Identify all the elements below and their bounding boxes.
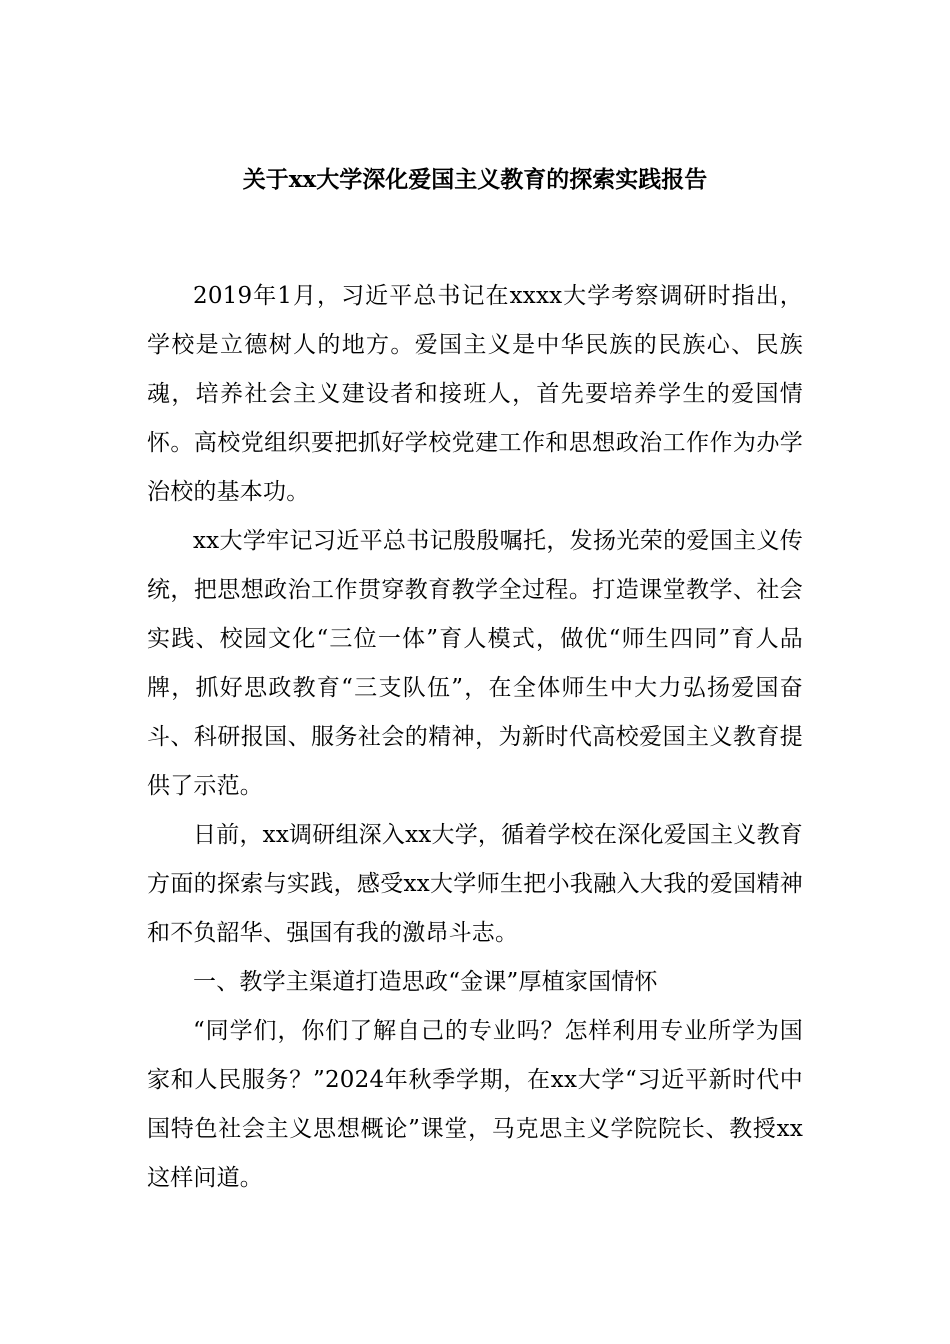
document-body — [147, 272, 803, 1203]
paragraph-university-practice: xx大学牢记习近平总书记殷殷嘱托，发扬光荣的爱国主义传统，把思想政治工作贯穿教育教学全过程。打造课堂教学、社会实践、校园文化“三位一体”育人模式，做优“师生四同”育人品牌，抓好思政教育“三支队伍”，在全体师生中大力弘扬爱国奋斗、科研报国、服务社会的精神，为新时代高校爱国主义教育提供了示范。 — [147, 528, 803, 799]
paragraph-classroom: “同学们，你们了解自己的专业吗？怎样利用专业所学为国家和人民服务？”2024年秋季学期，在xx大学“习近平新时代中国特色社会主义思想概论”课堂，马克思主义学院院长、教授xx这样问道。 — [147, 1018, 803, 1191]
section-heading-1: 一、教学主渠道打造思政“金课”厚植家国情怀 — [193, 969, 658, 995]
paragraph-intro: 2019年1月，习近平总书记在xxxx大学考察调研时指出，学校是立德树人的地方。爱国主义是中华民族的民族心、民族魂，培养社会主义建设者和接班人，首先要培养学生的爱国情怀。高校党组织要把抓好学校党建工作和思想政治工作作为办学治校的基本功。 — [147, 283, 803, 505]
document-title: 关于xx大学深化爱国主义教育的探索实践报告 — [242, 166, 708, 193]
paragraph-research-team: 日前，xx调研组深入xx大学，循着学校在深化爱国主义教育方面的探索与实践，感受xx大学师生把小我融入大我的爱国精神和不负韶华、强国有我的激昂斗志。 — [147, 822, 803, 946]
